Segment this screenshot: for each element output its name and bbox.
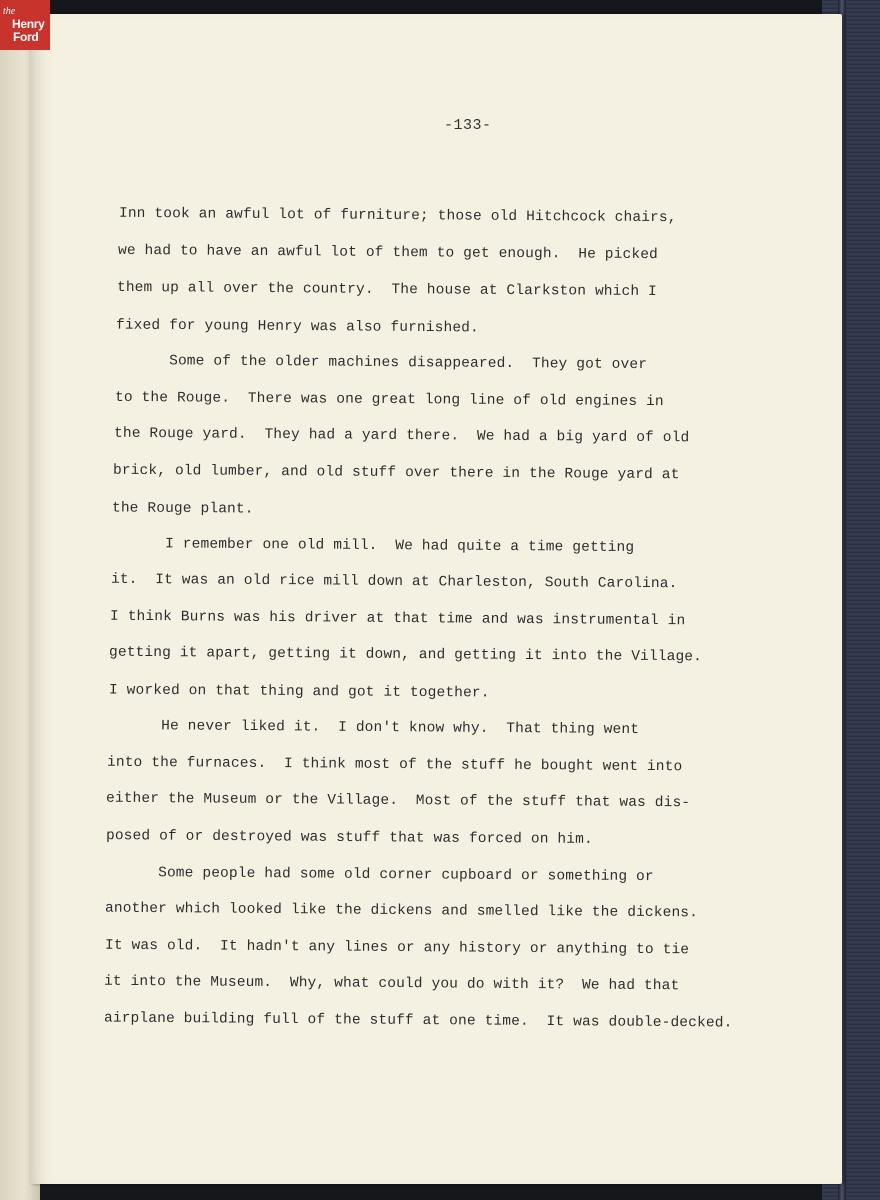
text-line: it into the Museum. Why, what could you do with it? We had that [103,973,680,995]
text-line: Some people had some old corner cupboard or something or [104,864,654,886]
text-line: He never liked it. I don't know why. That thing went [107,717,640,739]
text-line: It was old. It hadn't any lines or any history or anything to tie [104,937,690,959]
text-line: posed of or destroyed was stuff that was forced on him. [105,828,593,848]
text-line: either the Museum or the Village. Most of the stuff that was dis- [105,790,691,812]
text-line: I remember one old mill. We had quite a time getting [111,535,635,557]
text-line: I think Burns was his driver at that time and was instrumental in [109,608,686,630]
text-line: them up all over the country. The house at Clarkston which I [116,279,657,301]
text-line: into the furnaces. I think most of the stuff he bought went into [106,754,683,776]
logo-the-text: the [3,6,16,17]
page-number: -133- [444,117,492,134]
text-line: to the Rouge. There was one great long line of old engines in [114,389,664,411]
henry-ford-logo [0,0,50,50]
text-line: we had to have an awful lot of them to get enough. He picked [117,242,658,264]
text-line: it. It was an old rice mill down at Charleston, South Carolina. [110,571,678,593]
text-line: airplane building full of the stuff at one time. It was double-decked. [103,1010,733,1032]
text-line: another which looked like the dickens and smelled like the dickens. [104,900,699,922]
text-line: getting it apart, getting it down, and getting it into the Village. [108,644,703,666]
text-line: Inn took an awful lot of furniture; those old Hitchcock chairs, [118,205,677,227]
logo-ford-text: Ford [13,30,39,44]
document-page [30,14,842,1184]
text-line: fixed for young Henry was also furnished. [115,317,479,337]
text-line: I worked on that thing and got it together. [108,682,490,702]
text-line: the Rouge yard. They had a yard there. We had a big yard of old [113,425,690,447]
text-line: Some of the older machines disappeared. They got over [115,352,648,374]
text-line: brick, old lumber, and old stuff over there in the Rouge yard at [112,462,680,484]
text-line: the Rouge plant. [111,500,254,518]
logo-henry-text: Henry [12,17,45,31]
